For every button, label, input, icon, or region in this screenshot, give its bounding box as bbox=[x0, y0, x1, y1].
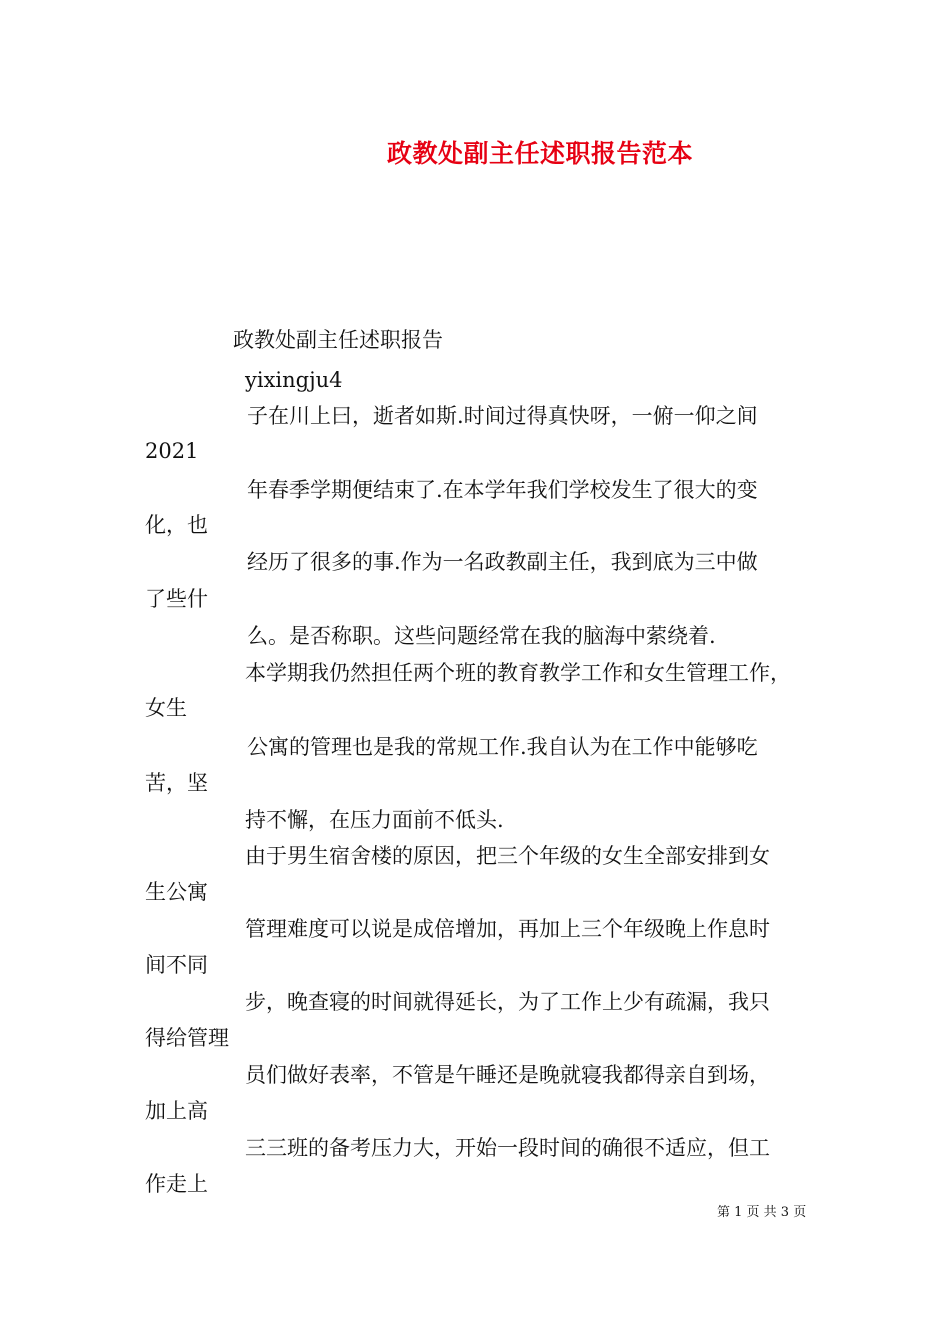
body-line: 由于男生宿舍楼的原因，把三个年级的女生全部安排到女 bbox=[245, 844, 770, 868]
body-line: 年春季学期便结束了.在本学年我们学校发生了很大的变 bbox=[247, 478, 758, 502]
body-line: 化，也 bbox=[145, 513, 208, 537]
document-heading: 政教处副主任述职报告 bbox=[233, 328, 443, 352]
body-line: 得给管理 bbox=[145, 1026, 229, 1050]
body-line: 持不懈，在压力面前不低头. bbox=[245, 808, 504, 832]
body-line: 苦，坚 bbox=[145, 771, 208, 795]
document-title: 政教处副主任述职报告范本 bbox=[386, 139, 693, 168]
body-line: 经历了很多的事.作为一名政教副主任，我到底为三中做 bbox=[247, 550, 758, 574]
body-line: 么。是否称职。这些问题经常在我的脑海中萦绕着. bbox=[247, 624, 716, 648]
body-line: 间不同 bbox=[145, 953, 208, 977]
body-line: 员们做好表率，不管是午睡还是晚就寝我都得亲自到场， bbox=[245, 1063, 770, 1087]
body-line: 步，晚查寝的时间就得延长，为了工作上少有疏漏，我只 bbox=[245, 990, 770, 1014]
body-line: 生公寓 bbox=[145, 880, 208, 904]
body-line: 公寓的管理也是我的常规工作.我自认为在工作中能够吃 bbox=[247, 735, 758, 759]
page-number-footer: 第 1 页 共 3 页 bbox=[717, 1205, 807, 1220]
body-line: 女生 bbox=[145, 696, 187, 720]
body-line: 2021 bbox=[145, 439, 199, 463]
body-line: 作走上 bbox=[145, 1172, 208, 1196]
body-line: 三三班的备考压力大，开始一段时间的确很不适应，但工 bbox=[245, 1136, 770, 1160]
body-line: 子在川上曰，逝者如斯.时间过得真快呀，一俯一仰之间 bbox=[247, 404, 758, 428]
body-line: 管理难度可以说是成倍增加，再加上三个年级晚上作息时 bbox=[245, 917, 770, 941]
body-line: 了些什 bbox=[145, 587, 208, 611]
body-line: 本学期我仍然担任两个班的教育教学工作和女生管理工作， bbox=[245, 661, 791, 685]
body-line: 加上高 bbox=[145, 1099, 208, 1123]
document-author: yixingju4 bbox=[245, 368, 343, 392]
